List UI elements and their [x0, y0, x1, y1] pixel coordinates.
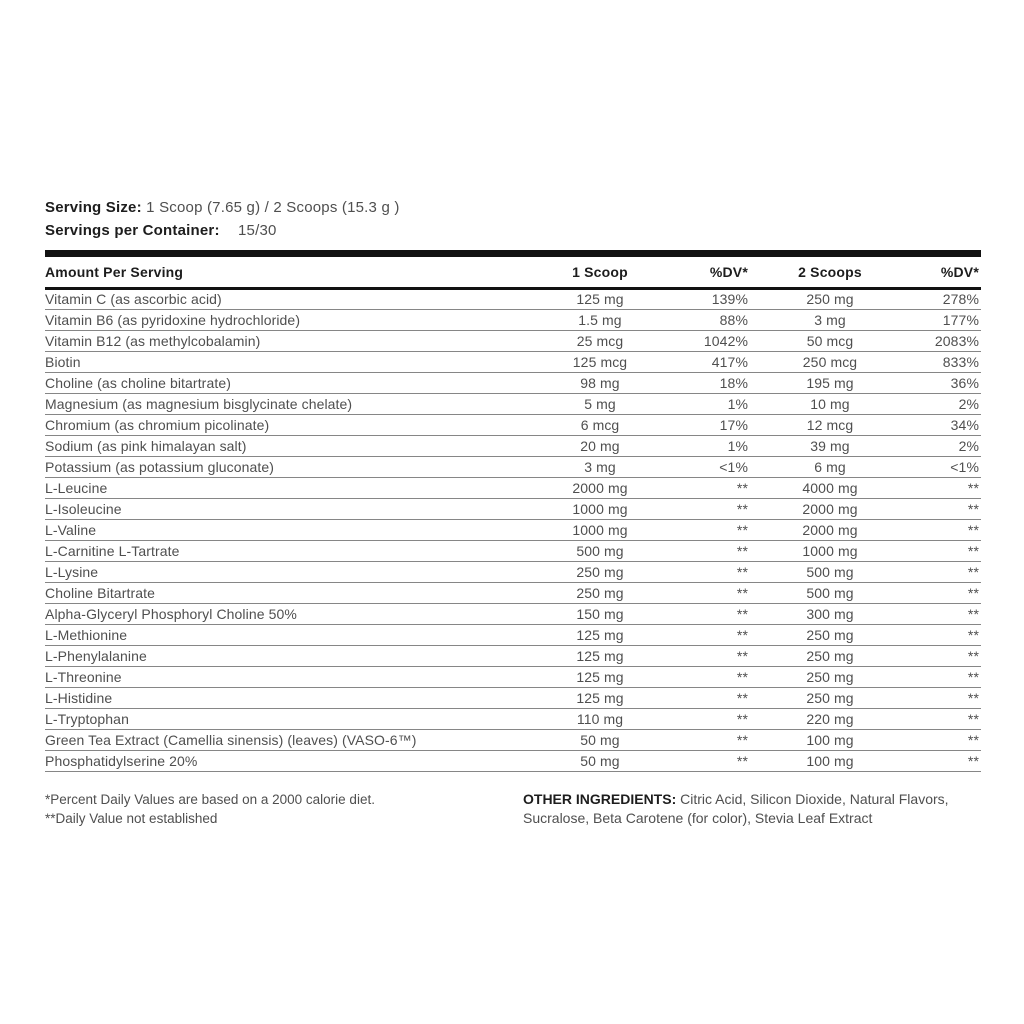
dv-1-scoop: ** — [736, 584, 748, 601]
dv-2-scoops: ** — [967, 752, 979, 769]
dv-1-scoop: ** — [736, 752, 748, 769]
dv-2-scoops: ** — [967, 668, 979, 685]
table-row — [45, 729, 981, 750]
table-row — [45, 393, 981, 414]
dv-2-scoops: ** — [967, 731, 979, 748]
dv-1-scoop: ** — [736, 647, 748, 664]
dv-1-scoop: ** — [736, 563, 748, 580]
amount-2-scoops: 1000 mg — [802, 542, 858, 559]
dv-1-scoop: 18% — [719, 374, 748, 391]
ingredient-name: L-Threonine — [45, 668, 122, 685]
table-body — [45, 288, 981, 771]
table-row — [45, 561, 981, 582]
ingredient-name: L-Phenylalanine — [45, 647, 147, 664]
table-row — [45, 540, 981, 561]
dv-1-scoop: ** — [736, 500, 748, 517]
table-row — [45, 309, 981, 330]
amount-1-scoop: 1000 mg — [572, 521, 628, 538]
amount-1-scoop: 250 mg — [576, 584, 624, 601]
ingredient-name: Magnesium (as magnesium bisglycinate chelate) — [45, 395, 353, 412]
dv-1-scoop: ** — [736, 689, 748, 706]
col-header-2-scoops: 2 Scoops — [798, 263, 862, 280]
dv-not-established-footnote: **Daily Value not established — [45, 810, 218, 826]
dv-1-scoop: 139% — [711, 291, 748, 307]
amount-2-scoops: 500 mg — [806, 563, 854, 580]
amount-2-scoops: 39 mg — [810, 437, 850, 454]
table-row — [45, 351, 981, 372]
table-row — [45, 624, 981, 645]
dv-2-scoops: ** — [967, 563, 979, 580]
amount-1-scoop: 50 mg — [580, 731, 620, 748]
amount-1-scoop: 125 mg — [576, 647, 624, 664]
table-row — [45, 666, 981, 687]
table-row — [45, 477, 981, 498]
dv-1-scoop: ** — [736, 710, 748, 727]
other-ingredients-label: OTHER INGREDIENTS: — [523, 790, 677, 807]
dv-1-scoop: ** — [736, 542, 748, 559]
dv-1-scoop: <1% — [719, 458, 748, 475]
table-row — [45, 435, 981, 456]
table-row — [45, 708, 981, 729]
amount-1-scoop: 2000 mg — [572, 479, 628, 496]
col-header-amount-per-serving: Amount Per Serving — [45, 263, 184, 280]
table-header-row — [45, 257, 981, 288]
amount-2-scoops: 250 mg — [806, 647, 854, 664]
other-ingredients — [523, 790, 981, 828]
amount-1-scoop: 125 mg — [576, 291, 624, 307]
amount-1-scoop: 98 mg — [580, 374, 620, 391]
dv-1-scoop: 1042% — [703, 332, 748, 349]
serving-size-label: Serving Size: — [45, 199, 142, 216]
amount-2-scoops: 250 mcg — [802, 353, 858, 370]
ingredient-name: Biotin — [45, 353, 81, 370]
amount-2-scoops: 2000 mg — [802, 521, 858, 538]
ingredient-name: Phosphatidylserine 20% — [45, 752, 198, 769]
servings-per-container-line — [45, 219, 981, 242]
dv-2-scoops: 278% — [942, 291, 979, 307]
serving-info — [45, 196, 981, 242]
col-header-dv-1: %DV* — [709, 263, 748, 280]
amount-2-scoops: 195 mg — [806, 374, 854, 391]
divider-bar — [45, 250, 981, 257]
table-row — [45, 288, 981, 309]
dv-2-scoops: ** — [967, 500, 979, 517]
amount-1-scoop: 500 mg — [576, 542, 624, 559]
amount-2-scoops: 100 mg — [806, 731, 854, 748]
dv-2-scoops: 833% — [942, 353, 979, 370]
amount-1-scoop: 150 mg — [576, 605, 624, 622]
dv-2-scoops: ** — [967, 521, 979, 538]
amount-1-scoop: 3 mg — [584, 458, 616, 475]
serving-size-value: 1 Scoop (7.65 g) / 2 Scoops (15.3 g ) — [146, 199, 400, 216]
dv-1-scoop: 1% — [727, 395, 748, 412]
ingredient-name: L-Isoleucine — [45, 500, 122, 517]
amount-2-scoops: 3 mg — [814, 311, 846, 328]
amount-1-scoop: 1.5 mg — [578, 311, 622, 328]
dv-1-scoop: 88% — [719, 311, 748, 328]
table-header — [45, 257, 981, 288]
ingredient-name: L-Leucine — [45, 479, 108, 496]
ingredient-name: Sodium (as pink himalayan salt) — [45, 437, 247, 454]
ingredient-name: Choline (as choline bitartrate) — [45, 374, 231, 391]
dv-1-scoop: 417% — [711, 353, 748, 370]
ingredient-name: Vitamin B6 (as pyridoxine hydrochloride) — [45, 311, 301, 328]
amount-2-scoops: 250 mg — [806, 689, 854, 706]
table-row — [45, 603, 981, 624]
table-row — [45, 498, 981, 519]
serving-size-line — [45, 196, 981, 219]
amount-1-scoop: 125 mg — [576, 626, 624, 643]
ingredient-name: L-Lysine — [45, 563, 99, 580]
amount-2-scoops: 100 mg — [806, 752, 854, 769]
amount-1-scoop: 25 mcg — [576, 332, 624, 349]
amount-2-scoops: 250 mg — [806, 291, 854, 307]
dv-1-scoop: ** — [736, 626, 748, 643]
ingredient-name: L-Valine — [45, 521, 97, 538]
amount-1-scoop: 125 mg — [576, 689, 624, 706]
dv-1-scoop: ** — [736, 605, 748, 622]
dv-2-scoops: 36% — [950, 374, 979, 391]
col-header-dv-2: %DV* — [940, 263, 979, 280]
table-row — [45, 750, 981, 771]
amount-1-scoop: 6 mcg — [580, 416, 620, 433]
dv-2-scoops: ** — [967, 689, 979, 706]
other-ingredients-value: Citric Acid, Silicon Dioxide, Natural Flavors, Sucralose, Beta Carotene (for color), Stevia Leaf Extract — [523, 790, 949, 826]
amount-2-scoops: 12 mcg — [806, 416, 854, 433]
dv-2-scoops: 2% — [958, 437, 979, 454]
ingredient-name: L-Carnitine L-Tartrate — [45, 542, 180, 559]
ingredient-name: Vitamin B12 (as methylcobalamin) — [45, 332, 261, 349]
dv-2-scoops: 34% — [950, 416, 979, 433]
dv-2-scoops: ** — [967, 626, 979, 643]
supplement-facts-table — [45, 257, 981, 772]
amount-2-scoops: 250 mg — [806, 668, 854, 685]
dv-1-scoop: ** — [736, 668, 748, 685]
table-row — [45, 372, 981, 393]
dv-2-scoops: ** — [967, 584, 979, 601]
dv-1-scoop: ** — [736, 479, 748, 496]
dv-2-scoops: 2083% — [934, 332, 979, 349]
amount-1-scoop: 125 mcg — [572, 353, 628, 370]
amount-2-scoops: 250 mg — [806, 626, 854, 643]
amount-2-scoops: 4000 mg — [802, 479, 858, 496]
dv-2-scoops: ** — [967, 479, 979, 496]
ingredient-name: L-Methionine — [45, 626, 128, 643]
ingredient-name: Green Tea Extract (Camellia sinensis) (leaves) (VASO-6™) — [45, 731, 417, 748]
amount-1-scoop: 1000 mg — [572, 500, 628, 517]
dv-1-scoop: 17% — [719, 416, 748, 433]
table-row — [45, 414, 981, 435]
ingredient-name: Alpha-Glyceryl Phosphoryl Choline 50% — [45, 605, 297, 622]
servings-per-container-label: Servings per Container: — [45, 222, 220, 239]
dv-1-scoop: ** — [736, 521, 748, 538]
table-row — [45, 330, 981, 351]
table-row — [45, 645, 981, 666]
dv-2-scoops: ** — [967, 542, 979, 559]
amount-2-scoops: 300 mg — [806, 605, 854, 622]
table-row — [45, 582, 981, 603]
ingredient-name: Chromium (as chromium picolinate) — [45, 416, 270, 433]
amount-2-scoops: 2000 mg — [802, 500, 858, 517]
dv-2-scoops: <1% — [950, 458, 979, 475]
percent-dv-footnote: *Percent Daily Values are based on a 2000 calorie diet. — [45, 791, 375, 807]
ingredient-name: Choline Bitartrate — [45, 584, 155, 601]
dv-2-scoops: 177% — [942, 311, 979, 328]
amount-2-scoops: 6 mg — [814, 458, 846, 475]
dv-2-scoops: 2% — [958, 395, 979, 412]
ingredient-name: Potassium (as potassium gluconate) — [45, 458, 275, 475]
label-footer — [45, 790, 981, 828]
dv-2-scoops: ** — [967, 605, 979, 622]
amount-2-scoops: 500 mg — [806, 584, 854, 601]
ingredient-name: L-Histidine — [45, 689, 113, 706]
amount-1-scoop: 20 mg — [580, 437, 620, 454]
amount-1-scoop: 5 mg — [584, 395, 616, 412]
amount-1-scoop: 250 mg — [576, 563, 624, 580]
daily-value-footnotes — [45, 790, 505, 828]
ingredient-name: Vitamin C (as ascorbic acid) — [45, 291, 222, 307]
amount-2-scoops: 50 mcg — [806, 332, 854, 349]
ingredient-name: L-Tryptophan — [45, 710, 129, 727]
dv-2-scoops: ** — [967, 647, 979, 664]
amount-2-scoops: 10 mg — [810, 395, 850, 412]
dv-2-scoops: ** — [967, 710, 979, 727]
amount-1-scoop: 110 mg — [576, 710, 624, 727]
dv-1-scoop: 1% — [727, 437, 748, 454]
table-row — [45, 687, 981, 708]
table-row — [45, 519, 981, 540]
col-header-1-scoop: 1 Scoop — [572, 263, 628, 280]
amount-2-scoops: 220 mg — [806, 710, 854, 727]
amount-1-scoop: 125 mg — [576, 668, 624, 685]
dv-1-scoop: ** — [736, 731, 748, 748]
table-row — [45, 456, 981, 477]
amount-1-scoop: 50 mg — [580, 752, 620, 769]
servings-per-container-value: 15/30 — [238, 222, 277, 239]
supplement-facts-label — [45, 196, 981, 828]
